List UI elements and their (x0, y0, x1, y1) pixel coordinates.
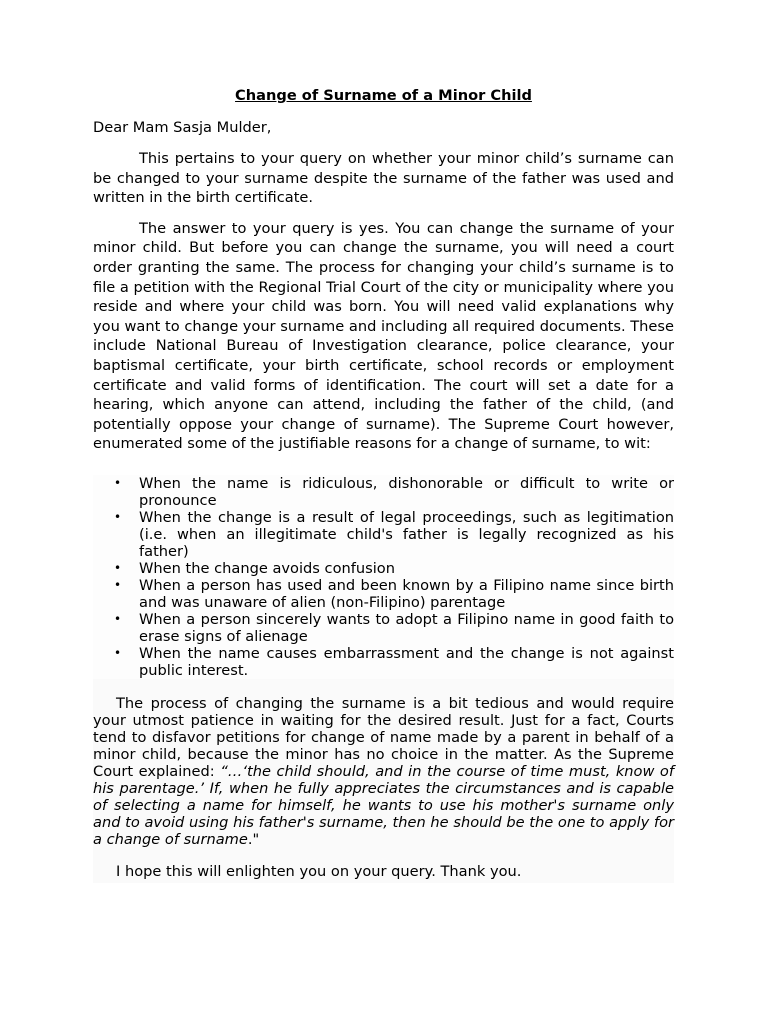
letter-title: Change of Surname of a Minor Child (235, 87, 532, 104)
paragraph-process (93, 695, 674, 848)
closing-section (93, 679, 674, 883)
closing-line: I hope this will enlighten you on your query. Thank you. (116, 862, 522, 880)
list-item (114, 576, 674, 611)
reason-text: When a person sincerely wants to adopt a Filipino name in good faith to erase signs of alienage (139, 610, 674, 645)
list-item (114, 610, 674, 645)
list-item (114, 559, 674, 577)
reason-text: When the change avoids confusion (139, 559, 395, 577)
list-item (114, 644, 674, 679)
process-text: The process of changing the surname is a bit tedious and would require your utmost patience in waiting for the desired result. Just for a fact, Courts tend to disfavor petitions for change of name made by a parent in behalf of a minor child, because the minor has no choice in the matter. As the Supreme Court explained: (93, 694, 674, 780)
bullet-icon: • (114, 645, 122, 660)
reason-text: When the change is a result of legal proceedings, such as legitimation (i.e. when an illegitimate child's father is legally recognized as his father) (139, 508, 674, 560)
reason-text: When the name is ridiculous, dishonorable or difficult to write or pronounce (139, 474, 674, 509)
reason-text: When a person has used and been known by a Filipino name since birth and was unaware of alien (non-Filipino) parentage (139, 576, 674, 611)
list-item (114, 474, 674, 509)
paragraph-answer: The answer to your query is yes. You can change the surname of your minor child. But before you can change the surname, you will need a court order granting the same. The process for changing your child’s surname is to file a petition with the Regional Trial Court of the city or municipality where you reside and where your child was born. You will need valid explanations why you want to change your surname and including all required documents. These include National Bureau of Investigation clearance, police clearance, your baptismal certificate, your birth certificate, school records or employment certificate and valid forms of identification. The court will set a date for a hearing, which anyone can attend, including the father of the child, (and potentially oppose your change of surname). The Supreme Court however, enumerated some of the justifiable reasons for a change of surname, to wit: (93, 219, 674, 453)
bullet-icon: • (114, 577, 122, 592)
letter-page (93, 86, 674, 883)
bullet-icon: • (114, 611, 122, 626)
salutation: Dear Mam Sasja Mulder, (93, 119, 272, 136)
reasons-list (93, 475, 674, 679)
bullet-icon: • (114, 509, 122, 524)
quote-end: ." (247, 830, 260, 848)
paragraph-query: This pertains to your query on whether your minor child’s surname can be changed to your surname despite the surname of the father was used and written in the birth certificate. (93, 150, 674, 207)
list-item (114, 508, 674, 560)
bullet-icon: • (114, 475, 122, 490)
supreme-court-quote: “…‘the child should, and in the course of time must, know of his parentage.’ If, when he fully appreciates the circumstances and is capable of selecting a name for himself, he wants to use his mother's surname only and to avoid using his father's surname, then he should be the one to apply for a change of surname (93, 762, 675, 848)
bullet-icon: • (114, 560, 122, 575)
reason-text: When the name causes embarrassment and the change is not against public interest. (139, 644, 674, 679)
